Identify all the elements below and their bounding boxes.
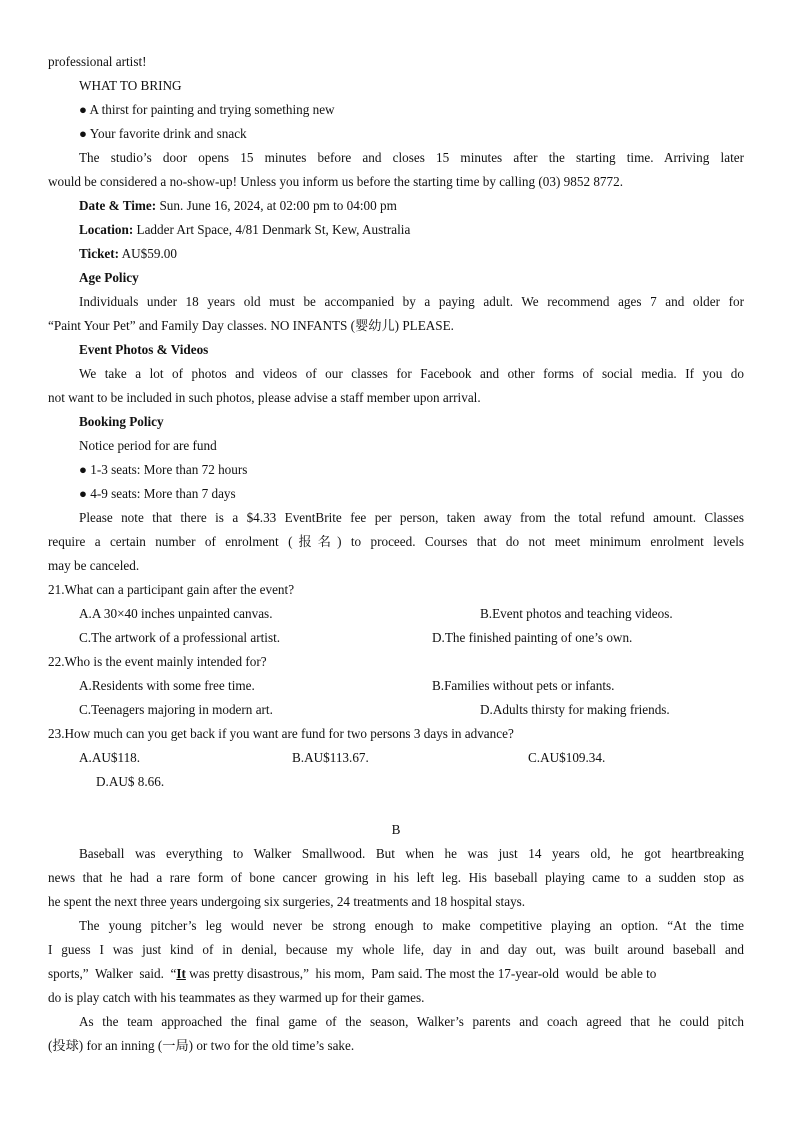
notice-line: Notice period for are fund: [79, 438, 217, 453]
question-option-row: [48, 746, 744, 770]
refund-line: may be canceled.: [48, 558, 140, 573]
question-option-row: [48, 602, 744, 626]
passage-b-line: I guess I was just kind of in denial, because my whole life, day in and day out, was built around baseball and: [48, 942, 744, 957]
question-option-row: [48, 698, 744, 722]
ticket-label: Ticket:: [79, 246, 120, 261]
ticket-line: [48, 242, 744, 266]
passage-b-line: As the team approached the final game of the season, Walker’s parents and coach agreed that he could pitch: [79, 1014, 744, 1029]
section-label: B: [391, 822, 401, 837]
question-option-row: [48, 770, 744, 794]
booking-heading-text: Booking Policy: [79, 414, 164, 429]
bring-item: ● Your favorite drink and snack: [79, 126, 247, 141]
intro-tail: professional artist!: [48, 54, 147, 69]
photos-line: We take a lot of photos and videos of our classes for Facebook and other forms of social media. If you do: [79, 366, 744, 381]
passage-b-line: (投球) for an inning (一局) or two for the old time’s sake.: [48, 1038, 355, 1053]
age-policy-line: “Paint Your Pet” and Family Day classes. NO INFANTS (婴幼儿) PLEASE.: [48, 318, 454, 333]
question-option: A.A 30×40 inches unpainted canvas.: [79, 606, 273, 621]
passage-b-line: news that he had a rare form of bone cancer growing in his left leg. His baseball playing came to a sudden stop as: [48, 870, 744, 885]
age-policy-line: Individuals under 18 years old must be accompanied by a paying adult. We recommend ages 7 and older for: [79, 294, 744, 309]
ticket-value: AU$59.00: [119, 246, 177, 261]
passage-b-line: [48, 962, 744, 986]
refund-line: Please note that there is a $4.33 EventBrite fee per person, taken away from the total refund amount. Classes: [79, 510, 744, 525]
passage-b-line: he spent the next three years undergoing six surgeries, 24 treatments and 18 hospital stays.: [48, 894, 526, 909]
passage-b-line: do is play catch with his teammates as they warmed up for their games.: [48, 990, 425, 1005]
booking-item: ● 4-9 seats: More than 7 days: [79, 486, 236, 501]
date-value: Sun. June 16, 2024, at 02:00 pm to 04:00 pm: [156, 198, 397, 213]
age-policy-heading-text: Age Policy: [79, 270, 139, 285]
question-option: C.The artwork of a professional artist.: [79, 630, 281, 645]
door-policy-line: would be considered a no-show-up! Unless you inform us before the starting time by calling (03) 9852 8772.: [48, 174, 624, 189]
passage-b-line: The young pitcher’s leg would never be strong enough to make competitive playing an option. “At the time: [79, 918, 744, 933]
question-option: C.AU$109.34.: [528, 750, 606, 765]
what-to-bring-heading: WHAT TO BRING: [79, 78, 182, 93]
question-option: C.Teenagers majoring in modern art.: [79, 702, 273, 717]
age-policy-heading: [48, 266, 744, 290]
passage-b-text: [48, 962, 656, 986]
question-option: D.AU$ 8.66.: [96, 774, 165, 789]
booking-item: ● 1-3 seats: More than 72 hours: [79, 462, 248, 477]
date-label: Date & Time:: [79, 198, 157, 213]
date-time-line: [48, 194, 744, 218]
booking-heading: [48, 410, 744, 434]
location-label: Location:: [79, 222, 134, 237]
location-value: Ladder Art Space, 4/81 Denmark St, Kew, Australia: [133, 222, 411, 237]
underlined-it: It: [176, 966, 186, 981]
question-option: B.Event photos and teaching videos.: [480, 606, 673, 621]
question-option-row: [48, 626, 744, 650]
photos-heading-text: Event Photos & Videos: [79, 342, 209, 357]
question-option: A.AU$118.: [79, 750, 141, 765]
bring-item: ● A thirst for painting and trying something new: [79, 102, 335, 117]
document-page: [48, 50, 744, 1058]
question-option: A.Residents with some free time.: [79, 678, 255, 693]
photos-heading: [48, 338, 744, 362]
question-option: B.AU$113.67.: [292, 750, 369, 765]
location-line: [48, 218, 744, 242]
question-option: B.Families without pets or infants.: [432, 678, 615, 693]
passage-b-text-b: was pretty disastrous,” his mom, Pam said. The most the 17-year-old would be able to: [185, 966, 657, 981]
door-policy-line: The studio’s door opens 15 minutes before and closes 15 minutes after the starting time. Arriving later: [79, 150, 744, 165]
question-stem: 21.What can a participant gain after the event?: [48, 582, 295, 597]
passage-b-line: Baseball was everything to Walker Smallwood. But when he was just 14 years old, he got heartbreaking: [79, 846, 744, 861]
question-option: D.Adults thirsty for making friends.: [480, 702, 670, 717]
photos-line: not want to be included in such photos, please advise a staff member upon arrival.: [48, 390, 481, 405]
question-stem: 22.Who is the event mainly intended for?: [48, 654, 267, 669]
question-stem: 23.How much can you get back if you want are fund for two persons 3 days in advance?: [48, 726, 514, 741]
question-option: D.The finished painting of one’s own.: [432, 630, 633, 645]
refund-line: require a certain number of enrolment (报名) to proceed. Courses that do not meet minimum enrolment levels: [48, 534, 744, 549]
question-option-row: [48, 674, 744, 698]
passage-b-text-a: sports,” Walker said. “: [48, 966, 177, 981]
section-gap: [48, 794, 744, 818]
